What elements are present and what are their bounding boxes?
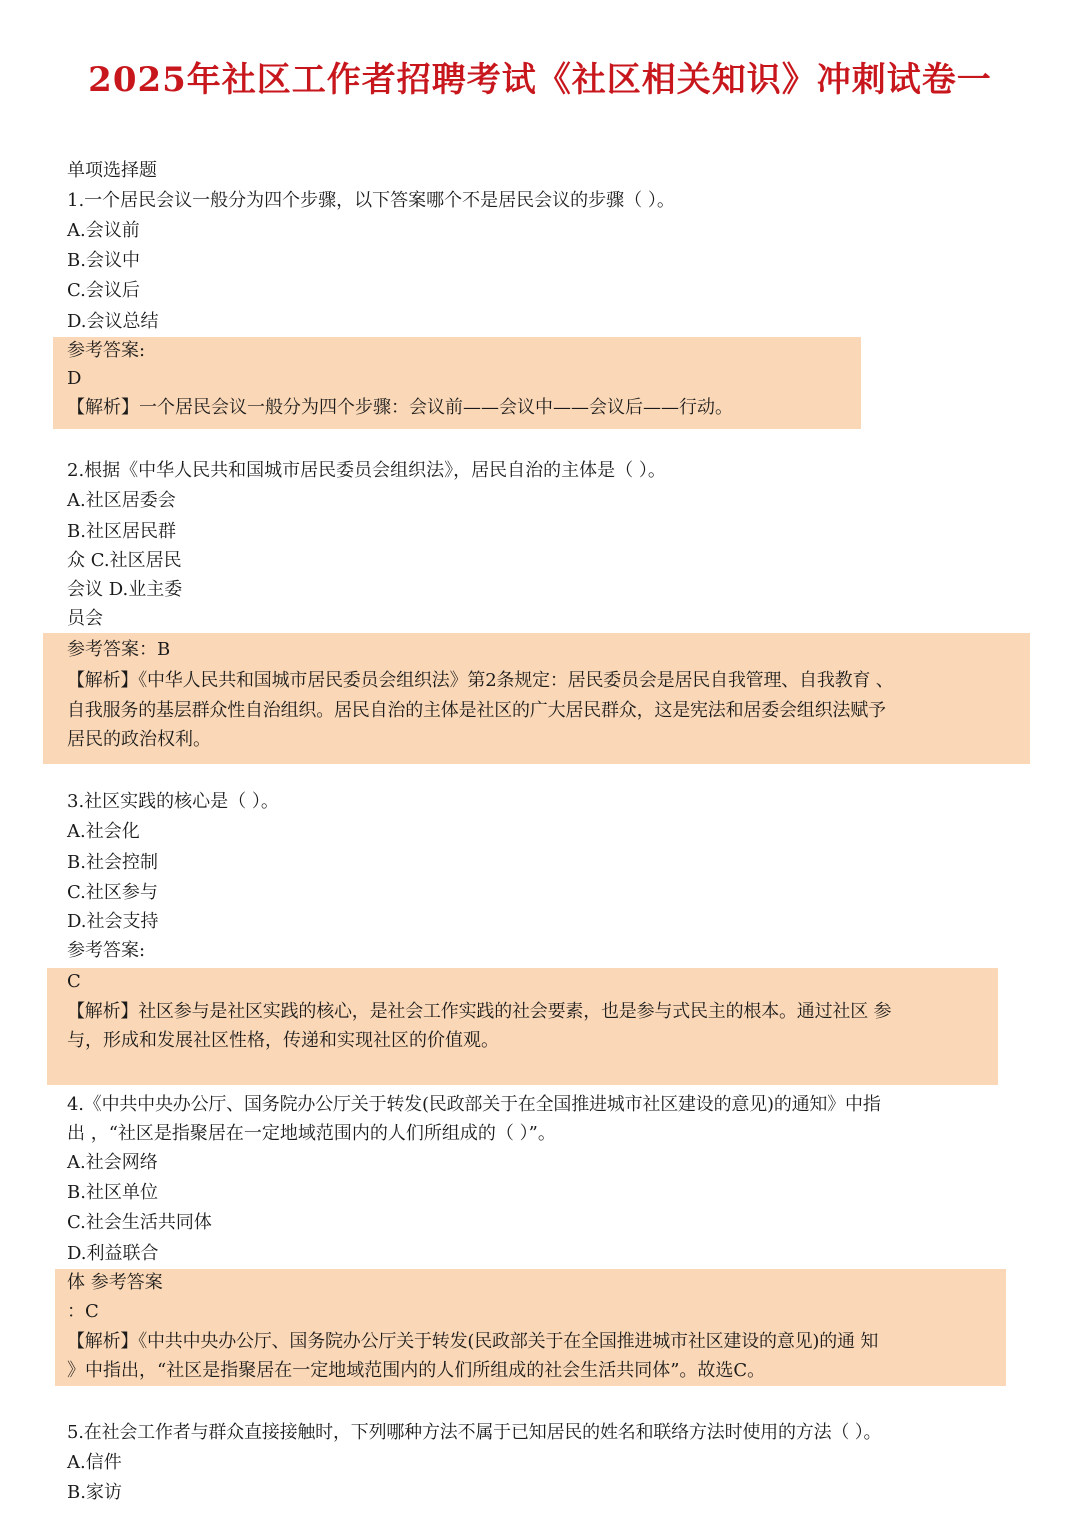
answer-box-3: [47, 968, 998, 1085]
answer-3-analysis-1: 【解析】社区参与是社区实践的核心，是社会工作实践的社会要素，也是参与式民主的根本。通过社区 参: [67, 1001, 892, 1022]
answer-4-line-2: ：C: [67, 1301, 99, 1322]
answer-2-analysis-2: 自我服务的基层群众性自治组织。居民自治的主体是社区的广大居民群众，这是宪法和居委会组织法赋予: [67, 700, 886, 721]
answer-1-value: D: [67, 368, 82, 389]
question-3-text: 3.社区实践的核心是（ ）。: [67, 791, 279, 812]
answer-4-analysis-2: 》中指出，“社区是指聚居在一定地域范围内的人们所组成的社会生活共同体”。故选C。: [67, 1360, 766, 1381]
answer-4-line-1: 体 参考答案: [67, 1272, 163, 1293]
question-2-text: 2.根据《中华人民共和国城市居民委员会组织法》，居民自治的主体是（ ）。: [67, 460, 666, 481]
question-2-line-1: A.社区居委会: [67, 490, 176, 511]
answer-1-label: 参考答案:: [67, 340, 146, 361]
question-4-option-d: D.利益联合: [67, 1243, 159, 1264]
page-title: 2025年社区工作者招聘考试《社区相关知识》冲刺试卷一: [88, 60, 992, 100]
question-3-option-d: D.社会支持: [67, 911, 159, 932]
question-4-option-a: A.社会网络: [67, 1152, 158, 1173]
answer-3-analysis-2: 与，形成和发展社区性格，传递和实现社区的价值观。: [67, 1030, 499, 1051]
answer-2-analysis-3: 居民的政治权利。: [67, 729, 211, 750]
answer-2-analysis-1: 【解析】《中华人民共和国城市居民委员会组织法》第2条规定：居民委员会是居民自我管理、自我教育 、: [67, 670, 894, 691]
question-2-line-3: 众 C.社区居民: [67, 550, 182, 571]
question-1-option-b: B.会议中: [67, 250, 140, 271]
question-3-option-b: B.社会控制: [67, 852, 158, 873]
answer-2-line: 参考答案：B: [67, 639, 171, 660]
answer-3-value: C: [67, 971, 81, 992]
answer-1-analysis: 【解析】一个居民会议一般分为四个步骤：会议前——会议中——会议后——行动。: [67, 397, 733, 418]
question-2-line-4: 会议 D.业主委: [67, 579, 183, 600]
question-2-line-5: 员会: [67, 608, 103, 629]
question-2-line-2: B.社区居民群: [67, 521, 176, 542]
question-3-option-a: A.社会化: [67, 821, 140, 842]
question-4-text-2: 出 ，“社区是指聚居在一定地域范围内的人们所组成的（ ）”。: [67, 1123, 556, 1144]
question-3-option-c: C.社区参与: [67, 882, 158, 903]
question-5-option-b: B.家访: [67, 1482, 122, 1503]
question-1-option-c: C.会议后: [67, 280, 140, 301]
question-1-option-a: A.会议前: [67, 220, 140, 241]
question-1-option-d: D.会议总结: [67, 311, 159, 332]
answer-3-label: 参考答案:: [67, 940, 146, 961]
question-4-text-1: 4.《中共中央办公厅、国务院办公厅关于转发(民政部关于在全国推进城市社区建设的意见)的通知》中指: [67, 1094, 881, 1115]
section-heading: 单项选择题: [67, 160, 157, 181]
question-5-text: 5.在社会工作者与群众直接接触时，下列哪种方法不属于已知居民的姓名和联络方法时使用的方法（ ）。: [67, 1422, 882, 1443]
question-1-text: 1.一个居民会议一般分为四个步骤，以下答案哪个不是居民会议的步骤（ ）。: [67, 190, 675, 211]
question-4-option-b: B.社区单位: [67, 1182, 158, 1203]
question-5-option-a: A.信件: [67, 1452, 122, 1473]
answer-4-analysis-1: 【解析】《中共中央办公厅、国务院办公厅关于转发(民政部关于在全国推进城市社区建设的意见)的通 知: [67, 1331, 879, 1352]
question-4-option-c: C.社会生活共同体: [67, 1212, 212, 1233]
